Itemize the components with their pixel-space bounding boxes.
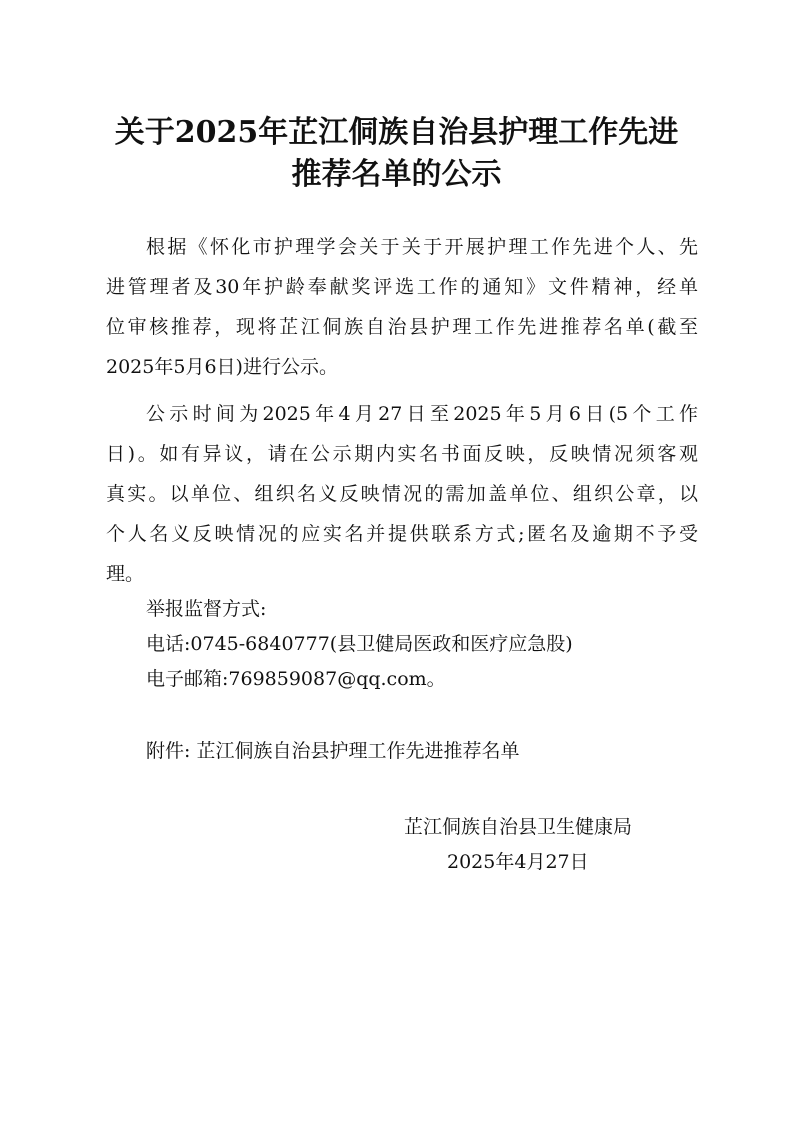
paragraph-1-line-2: 进管理者及30年护龄奉献奖评选工作的通知》文件精神，经单 xyxy=(106,276,698,298)
paragraph-2-line-4: 个人名义反映情况的应实名并提供联系方式;匿名及逾期不予受 xyxy=(106,523,698,545)
paragraph-2-line-3: 真实。以单位、组织名义反映情况的需加盖单位、组织公章，以 xyxy=(106,483,698,505)
paragraph-2-line-5: 理。 xyxy=(106,563,145,585)
report-heading: 举报监督方式: xyxy=(146,598,267,620)
document-title-line-2: 推荐名单的公示 xyxy=(291,157,502,192)
document-title-line-1: 关于2025年芷江侗族自治县护理工作先进 xyxy=(114,115,679,150)
paragraph-1-line-4: 2025年5月6日)进行公示。 xyxy=(106,356,338,378)
attachment-line: 附件: 芷江侗族自治县护理工作先进推荐名单 xyxy=(146,740,520,762)
paragraph-1-line-3: 位审核推荐，现将芷江侗族自治县护理工作先进推荐名单(截至 xyxy=(106,316,698,338)
paragraph-2-line-1: 公示时间为2025年4月27日至2025年5月6日(5个工作 xyxy=(146,403,698,425)
phone-line: 电话:0745-6840777(县卫健局医政和医疗应急股) xyxy=(146,633,573,655)
signature-organization: 芷江侗族自治县卫生健康局 xyxy=(404,816,633,838)
email-line: 电子邮箱:769859087@qq.com。 xyxy=(146,668,446,690)
signature-date: 2025年4月27日 xyxy=(447,851,589,873)
paragraph-1-line-1: 根据《怀化市护理学会关于关于开展护理工作先进个人、先 xyxy=(146,236,698,258)
paragraph-2-line-2: 日)。如有异议，请在公示期内实名书面反映，反映情况须客观 xyxy=(106,443,698,465)
